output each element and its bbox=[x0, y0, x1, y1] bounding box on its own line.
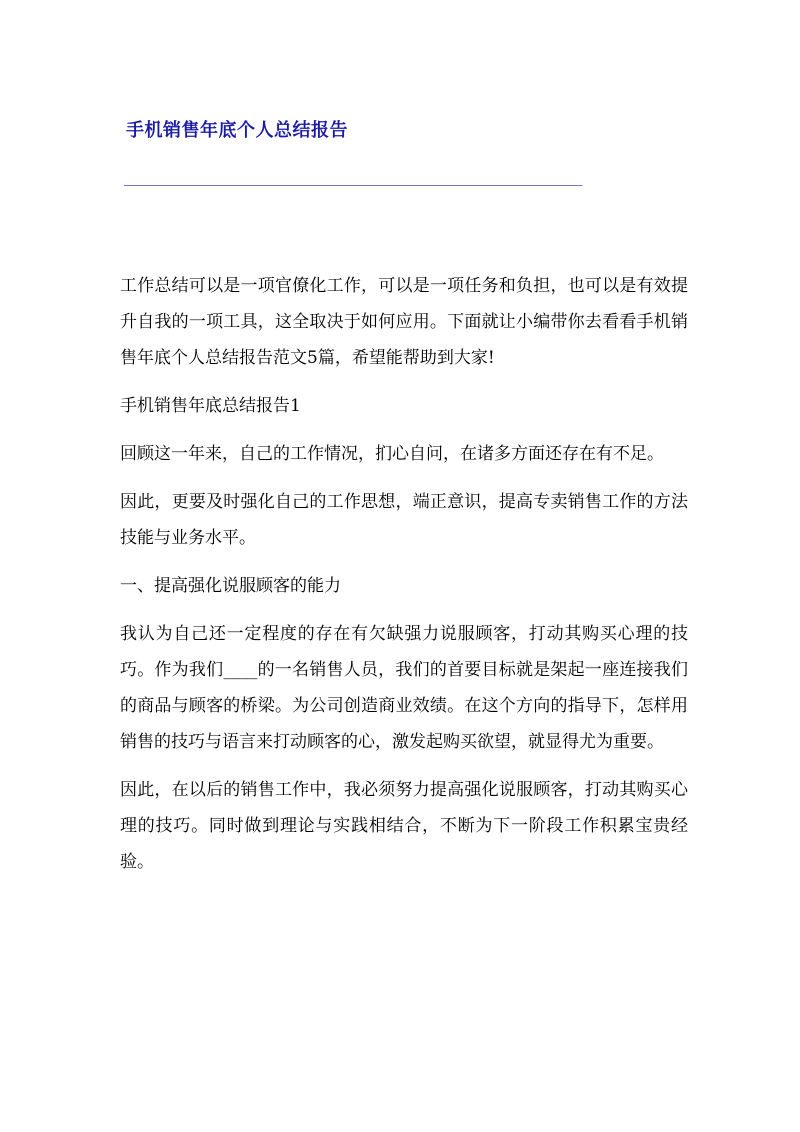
section-heading-report-1: 手机销售年底总结报告1 bbox=[120, 396, 301, 416]
paragraph-persuasion-skills: 我认为自己还一定程度的存在有欠缺强力说服顾客，打动其购买心理的技巧。作为我们____的一名销售人员，我们的首要目标就是架起一座连接我们的商品与顾客的桥梁。为公司创造商业效绩。在这个方向的指导下，怎样用销售的技巧与语言来打动顾客的心，激发起购买欲望，就显得尤为重要。 bbox=[120, 624, 688, 752]
paragraph-review: 回顾这一年来，自己的工作情况，扪心自问，在诸多方面还存在有不足。 bbox=[120, 444, 664, 464]
subheading-persuasion: 一、提高强化说服顾客的能力 bbox=[120, 576, 341, 596]
paragraph-therefore: 因此，更要及时强化自己的工作思想，端正意识，提高专卖销售工作的方法技能与业务水平。 bbox=[120, 492, 688, 548]
document-body bbox=[120, 268, 688, 892]
document-title: 手机销售年底个人总结报告 bbox=[126, 120, 348, 141]
intro-paragraph: 工作总结可以是一项官僚化工作，可以是一项任务和负担，也可以是有效提升自我的一项工具，这全取决于如何应用。下面就让小编带你去看看手机销售年底个人总结报告范文5篇，希望能帮助到大家! bbox=[120, 276, 688, 368]
paragraph-future-work: 因此，在以后的销售工作中，我必须努力提高强化说服顾客，打动其购买心理的技巧。同时做到理论与实践相结合，不断为下一阶段工作积累宝贵经验。 bbox=[120, 780, 688, 872]
title-divider: ______________________________________________________ bbox=[124, 168, 582, 186]
